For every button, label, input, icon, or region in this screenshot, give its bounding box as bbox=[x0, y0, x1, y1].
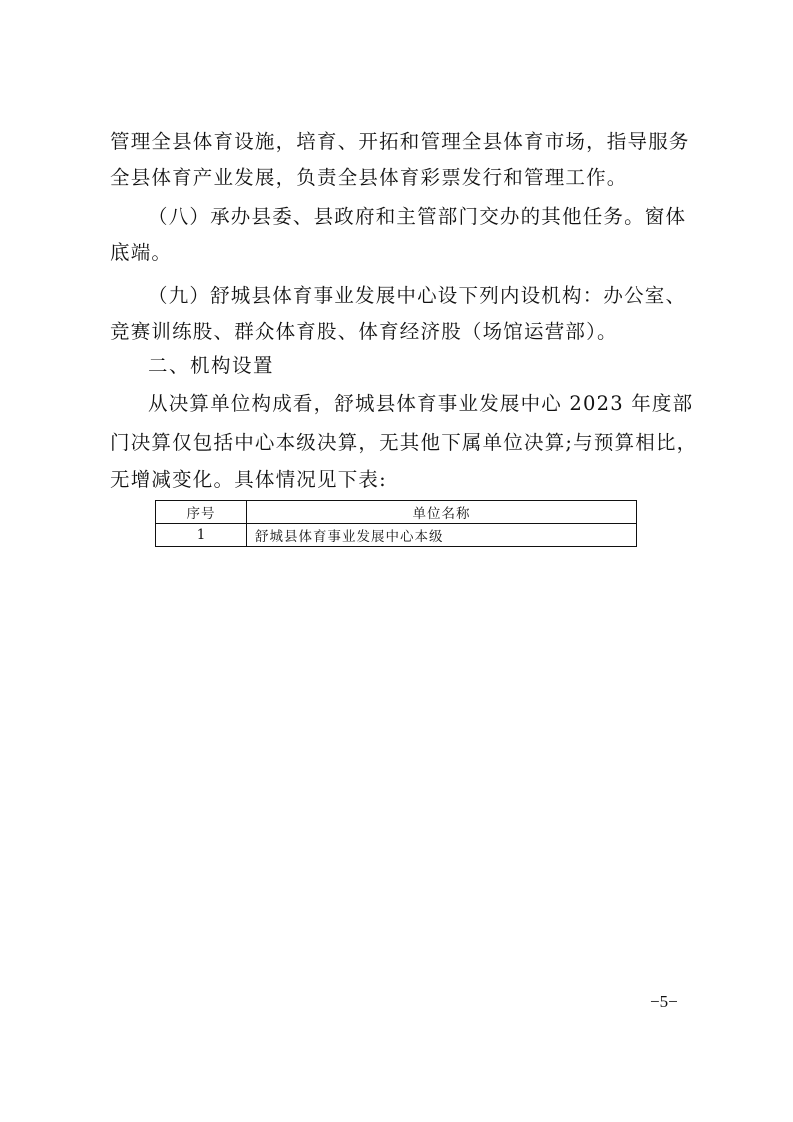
paragraph-line: （八）承办县委、县政府和主管部门交办的其他任务。窗体 bbox=[148, 205, 687, 228]
paragraph-line: 无增减变化。具体情况见下表: bbox=[110, 468, 387, 491]
paragraph-line: 管理全县体育设施，培育、开拓和管理全县体育市场，指导服务 bbox=[110, 130, 690, 153]
paragraph-line: （九）舒城县体育事业发展中心设下列内设机构：办公室、 bbox=[148, 284, 687, 307]
table-header-unit-name: 单位名称 bbox=[247, 501, 637, 524]
table-header-row bbox=[156, 501, 637, 524]
paragraph-line: 从决算单位构成看，舒城县体育事业发展中心 2023 年度部 bbox=[148, 392, 694, 415]
page-number: −5− bbox=[650, 992, 678, 1011]
paragraph-line: 底端。 bbox=[110, 241, 173, 264]
table-row bbox=[156, 524, 637, 547]
table-cell-index: 1 bbox=[156, 524, 247, 547]
table-header-index: 序号 bbox=[156, 501, 247, 524]
table-cell-unit-name: 舒城县体育事业发展中心本级 bbox=[247, 524, 637, 547]
unit-table bbox=[155, 500, 637, 547]
paragraph-line: 竞赛训练股、群众体育股、体育经济股（场馆运营部）。 bbox=[110, 320, 618, 343]
section-heading: 二、机构设置 bbox=[148, 354, 275, 377]
paragraph-line: 门决算仅包括中心本级决算，无其他下属单位决算;与预算相比， bbox=[110, 431, 698, 454]
paragraph-line: 全县体育产业发展，负责全县体育彩票发行和管理工作。 bbox=[110, 166, 628, 189]
